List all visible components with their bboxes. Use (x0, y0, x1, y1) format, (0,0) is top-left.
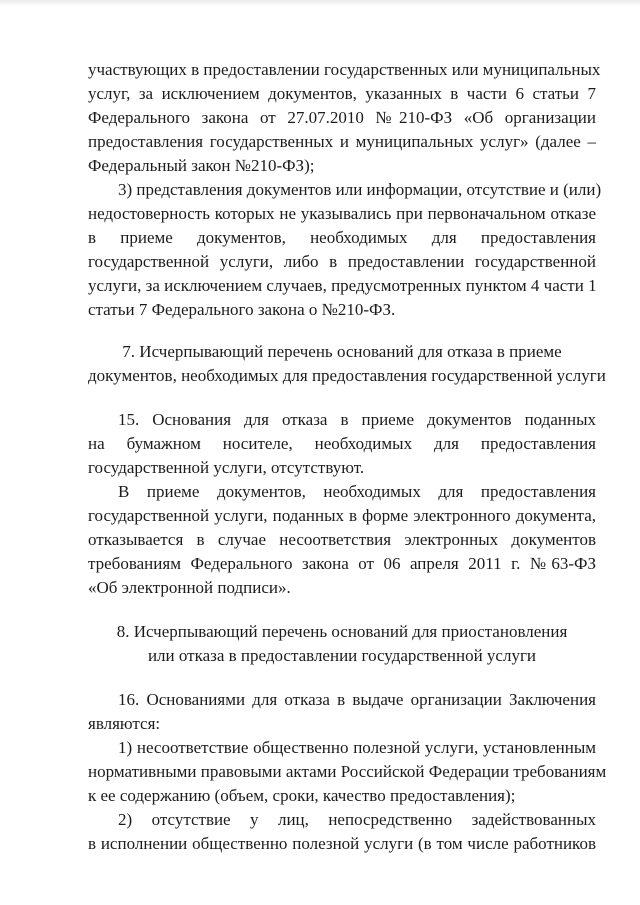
text-line: В приеме документов, необходимых для предоставления (118, 482, 596, 501)
text-line: отказывается в случае несоответствия электронных документов (88, 530, 596, 549)
section-heading: или отказа в предоставлении государственной услуги (147, 646, 537, 665)
section-heading: 7. Исчерпывающий перечень оснований для отказа в приеме (122, 342, 562, 361)
text-line: 15. Основания для отказа в приеме документов поданных (118, 410, 596, 429)
text-line: предоставления государственных и муниципальных услуг» (далее – (88, 132, 596, 151)
text-line: недостоверность которых не указывались при первоначальном отказе (88, 204, 596, 223)
text-line: в исполнении общественно полезной услуги (в том числе работников (88, 834, 596, 853)
text-line: на бумажном носителе, необходимых для предоставления (88, 434, 596, 453)
text-line: государственной услуги, либо в предоставлении государственной (88, 252, 596, 271)
text-line: участвующих в предоставлении государственных или муниципальных (88, 60, 601, 79)
text-line: нормативными правовыми актами Российской Федерации требованиям (88, 762, 607, 781)
text-line: Федерального закона от 27.07.2010 №210-ФЗ «Об организации (88, 108, 596, 127)
text-line: «Об электронной подписи». (88, 578, 291, 597)
text-line: государственной услуги, поданных в форме электронного документа, (88, 506, 596, 525)
text-line: 1) несоответствие общественно полезной услуги, установленным (118, 738, 596, 757)
text-line: статьи 7 Федерального закона о №210-ФЗ. (88, 300, 396, 319)
section-heading: 8. Исчерпывающий перечень оснований для приостановления (116, 622, 568, 641)
text-line: 2) отсутствие у лиц, непосредственно задействованных (118, 810, 596, 829)
text-line: услуг, за исключением документов, указанных в части 6 статьи 7 (88, 84, 596, 103)
text-line: в приеме документов, необходимых для предоставления (88, 228, 596, 247)
text-line: 16. Основаниями для отказа в выдаче организации Заключения (118, 690, 596, 709)
text-line: требованиям Федерального закона от 06 апреля 2011 г. №63-ФЗ (88, 554, 596, 573)
text-line: являются: (88, 714, 161, 733)
section-heading: документов, необходимых для предоставления государственной услуги (88, 366, 606, 385)
text-line: к ее содержанию (объем, сроки, качество предоставления); (88, 786, 516, 805)
text-line: Федеральный закон №210-ФЗ); (88, 156, 315, 175)
text-line: государственной услуги, отсутствуют. (88, 458, 365, 477)
text-line: услуги, за исключением случаев, предусмотренных пунктом 4 части 1 (88, 276, 597, 295)
text-line: 3) представления документов или информации, отсутствие и (или) (118, 180, 602, 199)
